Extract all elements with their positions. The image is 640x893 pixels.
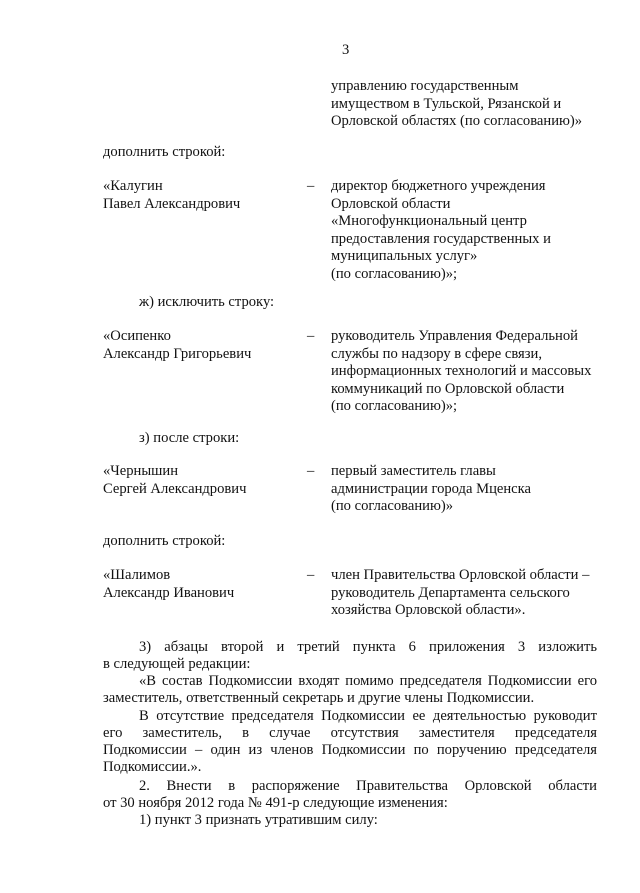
quote-paragraph-2-line-2: его заместитель, в случае отсутствия заместителя председателя xyxy=(103,725,597,741)
text-line: администрации города Мценска xyxy=(331,480,531,497)
name-line: «Чернышин xyxy=(103,463,179,479)
paragraph-1-line-1: 1) пункт 3 признать утратившим силу: xyxy=(139,812,378,828)
text-line: руководитель Департамента сельского xyxy=(331,584,570,601)
entry-position-shalimov xyxy=(331,567,589,620)
text-line: (по согласованию)»; xyxy=(331,398,458,415)
name-line: Сергей Александрович xyxy=(103,480,247,497)
text-line: муниципальных услуг» xyxy=(331,248,478,265)
name-line: «Калугин xyxy=(103,178,163,194)
entry-position-chernyshin xyxy=(331,463,531,516)
entry-dash: – xyxy=(307,567,315,583)
quote-paragraph-2-line-3: Подкомиссии – один из членов Подкомиссии по поручению председателя xyxy=(103,742,597,758)
paragraph-3-line-2: в следующей редакции: xyxy=(103,656,251,672)
text-line: член Правительства Орловской области – xyxy=(331,567,590,583)
previous-entry-position-continuation xyxy=(331,78,582,131)
name-line: «Шалимов xyxy=(103,567,171,583)
entry-name-chernyshin xyxy=(103,463,246,498)
entry-dash: – xyxy=(307,463,315,479)
text-line: информационных технологий и массовых xyxy=(331,363,592,380)
entry-dash: – xyxy=(307,178,315,194)
paragraph-3-line-1: 3) абзацы второй и третий пункта 6 приложения 3 изложить xyxy=(139,639,597,655)
text-line: Орловской области xyxy=(331,195,451,212)
entry-dash: – xyxy=(307,328,315,344)
text-line: предоставления государственных и xyxy=(331,230,551,247)
quote-paragraph-1-line-2: заместитель, ответственный секретарь и другие члены Подкомиссии. xyxy=(103,690,535,706)
name-line: Александр Григорьевич xyxy=(103,345,252,362)
instruction-add-line-2: дополнить строкой: xyxy=(103,533,226,549)
text-line: (по согласованию)» xyxy=(331,498,454,515)
quote-paragraph-1-line-1: «В состав Подкомиссии входят помимо председателя Подкомиссии его xyxy=(139,673,597,689)
text-line: управлению государственным xyxy=(331,78,519,94)
name-line: Александр Иванович xyxy=(103,584,235,601)
page-number: 3 xyxy=(342,42,350,58)
entry-name-osipenko xyxy=(103,328,251,363)
entry-name-shalimov xyxy=(103,567,234,602)
text-line: «Многофункциональный центр xyxy=(331,213,527,230)
instruction-add-line-1: дополнить строкой: xyxy=(103,144,226,160)
text-line: коммуникаций по Орловской области xyxy=(331,380,565,397)
entry-position-osipenko xyxy=(331,328,591,416)
name-line: Павел Александрович xyxy=(103,195,241,212)
instruction-z-after-line: з) после строки: xyxy=(139,430,240,446)
entry-position-kalugin xyxy=(331,178,551,284)
text-line: имуществом в Тульской, Рязанской и xyxy=(331,95,562,112)
text-line: (по согласованию)»; xyxy=(331,265,458,282)
paragraph-2-line-2: от 30 ноября 2012 года № 491-р следующие изменения: xyxy=(103,795,448,811)
text-line: руководитель Управления Федеральной xyxy=(331,328,578,344)
quote-paragraph-2-line-1: В отсутствие председателя Подкомиссии ее деятельностью руководит xyxy=(139,708,597,724)
text-line: Орловской областях (по согласованию)» xyxy=(331,113,583,130)
entry-name-kalugin xyxy=(103,178,240,213)
quote-paragraph-2-line-4: Подкомиссии.». xyxy=(103,759,202,775)
text-line: директор бюджетного учреждения xyxy=(331,178,546,194)
text-line: службы по надзору в сфере связи, xyxy=(331,345,542,362)
paragraph-2-line-1: 2. Внести в распоряжение Правительства Орловской области xyxy=(139,778,597,794)
text-line: первый заместитель главы xyxy=(331,463,496,479)
name-line: «Осипенко xyxy=(103,328,171,344)
instruction-zh-exclude: ж) исключить строку: xyxy=(139,294,275,310)
text-line: хозяйства Орловской области». xyxy=(331,602,526,619)
